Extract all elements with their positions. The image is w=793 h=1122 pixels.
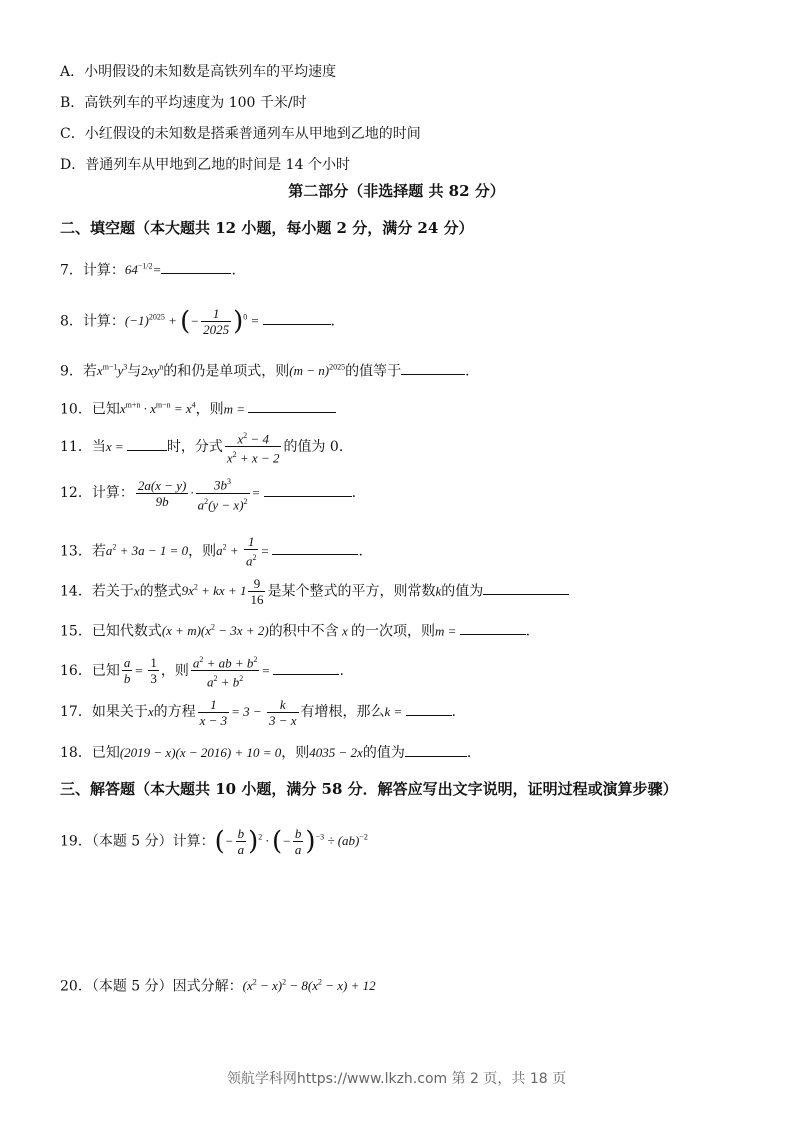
q7-expr: $64^{-1/2}=$ <box>124 262 162 278</box>
question-8: 8．计算：$(-1)^{2025}$ + (− $\frac{1}{2025}$ )$^0$ = . <box>60 305 335 337</box>
fraction: $\frac{a}{b}$ <box>123 655 131 687</box>
question-18: 18．已知(2019 − x)(x − 2016) + 10 = 0，则4035 − 2x的值为 . <box>60 742 471 764</box>
question-12: 12．计算： $\frac{2a(x - y)}{9b}$ · $\frac{3b^3}{a^2(y - x)^2}$ = . <box>60 473 356 513</box>
question-16: 16．已知 $\frac{a}{b}$ = $\frac{1}{3}$ ，则 $\frac{a^2 + ab + b^2}{a^2 + b^2}$ = . <box>60 652 344 690</box>
option-a: A．小明假设的未知数是高铁列车的平均速度 <box>60 64 337 80</box>
answer-blank[interactable] <box>273 660 339 675</box>
question-14: 14．若关于x的整式$9x^2$ + kx + 1 $\frac{9}{16}$ 是某个整式的平方，则常数k的值为 <box>60 570 569 609</box>
question-20: 20．（本题 5 分）因式分解：$(x^2 - x)^2 - 8(x^2 - x) + 12$ <box>60 978 376 995</box>
option-d: D．普通列车从甲地到乙地的时间是 14 个小时 <box>60 157 350 173</box>
fraction: $\frac{b}{a}$ <box>294 825 302 857</box>
question-9: 9．若$x^{m-1}y^3$与$2xy^n$的和仍是单项式，则$(m - n)^{2025}$的值等于 . <box>60 357 470 382</box>
answer-blank[interactable] <box>401 360 465 375</box>
fraction: $\frac{x^2 - 4}{x^2 + x - 2}$ <box>225 428 282 466</box>
question-17: 17．如果关于x的方程 $\frac{1}{x - 3}$ = 3 − $\frac{k}{3 - x}$ 有增根，那么k = . <box>60 696 456 728</box>
answer-blank[interactable] <box>263 310 331 325</box>
option-c: C．小红假设的未知数是搭乘普通列车从甲地到乙地的时间 <box>60 126 421 142</box>
fraction: $\frac{3b^3}{a^2(y - x)^2}$ <box>196 474 250 512</box>
fraction: $\frac{2a(x - y)}{9b}$ <box>137 477 187 509</box>
option-b: B．高铁列车的平均速度为 100 千米/时 <box>60 95 307 111</box>
answer-blank[interactable] <box>272 540 358 555</box>
answer-blank[interactable] <box>483 580 569 595</box>
fraction: $\frac{1}{x - 3}$ <box>199 696 228 728</box>
question-10: 10．已知$x^{m+n} \cdot x^{m-n} = x^4$，则m = <box>60 395 336 420</box>
section2-title: 二、填空题（本大题共 12 小题，每小题 2 分，满分 24 分） <box>60 219 474 237</box>
question-11: 11．当x = 时，分式 $\frac{x^2 - 4}{x^2 + x - 2}$ 的值为 0. <box>60 428 343 466</box>
fraction: $\frac{k}{3 - x}$ <box>268 696 297 728</box>
fraction: $\frac{b}{a}$ <box>237 825 245 857</box>
answer-blank[interactable] <box>460 620 526 635</box>
answer-blank[interactable] <box>405 742 467 757</box>
fraction: $\frac{1}{a^2}$ <box>245 534 257 569</box>
part2-title: 第二部分（非选择题 共 82 分） <box>288 182 505 200</box>
answer-blank[interactable] <box>127 436 167 451</box>
answer-blank[interactable] <box>248 398 336 413</box>
question-7: 7．计算：$64^{-1/2}=$ . <box>60 256 236 281</box>
fraction: $\frac{1}{2025}$ <box>203 305 230 337</box>
question-19: 19．（本题 5 分）计算：(− $\frac{b}{a}$ )$^2$ · (− $\frac{b}{a}$ )$^{-3}$ ÷ (ab)$^{-2}$ <box>60 825 368 857</box>
question-15: 15．已知代数式$(x + m)(x^2 - 3x + 2)$的积中不含 x 的一次项，则m = . <box>60 617 530 642</box>
q7-prefix: 7．计算： <box>60 262 125 279</box>
question-13: 13．若$a^2 + 3a - 1 = 0$，则$a^2$ + $\frac{1}{a^2}$ = . <box>60 534 363 569</box>
fraction: $\frac{1}{3}$ <box>150 655 157 687</box>
answer-blank[interactable] <box>264 482 352 497</box>
answer-blank[interactable] <box>406 701 452 716</box>
page-footer: 领航学科网https://www.lkzh.com 第 2 页，共 18 页 <box>226 1071 567 1087</box>
q8-expr: $(-1)^{2025}$ + <box>124 313 181 329</box>
answer-blank[interactable] <box>161 259 231 274</box>
fraction: $\frac{a^2 + ab + b^2}{a^2 + b^2}$ <box>191 652 260 690</box>
section3-title: 三、解答题（本大题共 10 小题，满分 58 分．解答应写出文字说明，证明过程或演算步骤） <box>60 780 678 798</box>
fraction: $\frac{9}{16}$ <box>250 575 264 607</box>
